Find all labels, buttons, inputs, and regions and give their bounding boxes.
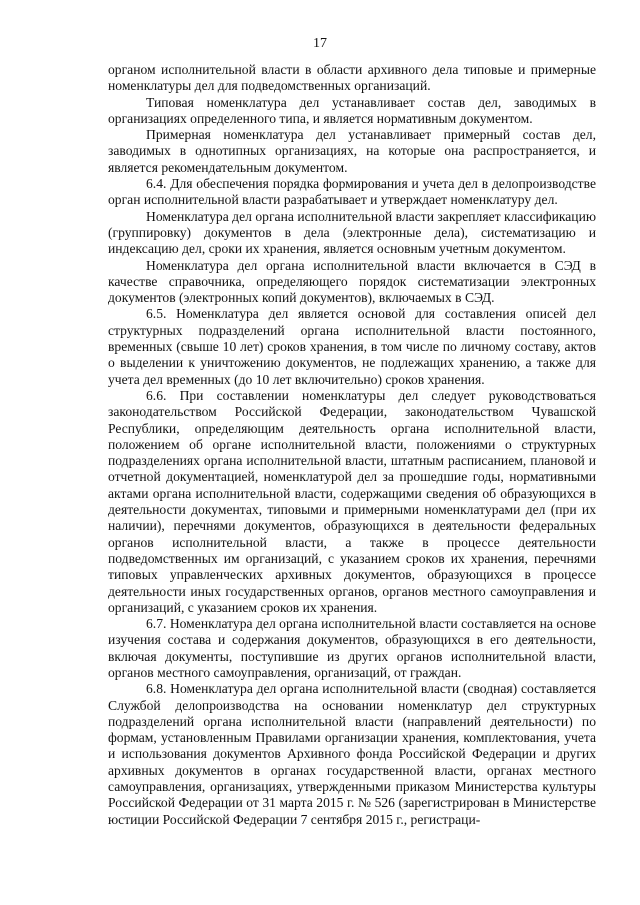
paragraph: 6.6. При составлении номенклатуры дел следует руководствоваться законодательством Российской Федерации, законодательством Чувашской Республики, определяющим деятельность органа исполнительной власти, положением об органе исполнительной власти, положениями о структурных подразделениях органа исполнительной власти, штатным расписанием, плановой и отчетной документацией, номенклатурой дел за прошедшие годы, нормативными актами органа исполнительной власти, содержащими сведения об образующихся в деятельности документах, типовыми и примерными номенклатурами дел (при их наличии), перечнями документов, образующихся в деятельности федеральных органов исполнительной власти, а также в процессе деятельности подведомственных им организаций, с указанием сроков их хранения, перечнями типовых управленческих архивных документов, образующихся в процессе деятельности иных государственных органов, органов местного самоуправления и организаций, с указанием сроков их хранения. xyxy=(108,387,596,615)
paragraph: 6.8. Номенклатура дел органа исполнительной власти (сводная) составляется Службой делопроизводства на основании номенклатур дел структурных подразделений органа исполнительной власти (направлений деятельности) по формам, установленным Правилами организации хранения, комплектования, учета и использования документов Архивного фонда Российской Федерации и других архивных документов в органах государственной власти, органах местного самоуправления, организациях, утвержденными приказом Министерства культуры Российской Федерации от 31 марта 2015 г. № 526 (зарегистрирован в Министерстве юстиции Российской Федерации 7 сентября 2015 г., регистраци- xyxy=(108,681,596,827)
paragraph: 6.5. Номенклатура дел является основой для составления описей дел структурных подразделений органа исполнительной власти постоянного, временных (свыше 10 лет) сроков хранения, в том числе по личному составу, актов о выделении к уничтожению документов, не подлежащих хранению, а также для учета дел временных (до 10 лет включительно) сроков хранения. xyxy=(108,306,596,387)
body-text xyxy=(108,62,596,828)
paragraph: Примерная номенклатура дел устанавливает примерный состав дел, заводимых в однотипных организациях, на которые она распространяется, и является рекомендательным документом. xyxy=(108,127,596,175)
paragraph: 6.4. Для обеспечения порядка формирования и учета дел в делопроизводстве орган исполнительной власти разрабатывает и утверждает номенклатуру дел. xyxy=(108,176,596,208)
paragraph: органом исполнительной власти в области архивного дела типовые и примерные номенклатуры дел для подведомственных организаций. xyxy=(108,62,596,94)
paragraph: Номенклатура дел органа исполнительной власти включается в СЭД в качестве справочника, определяющего порядок систематизации электронных документов (электронных копий документов), включаемых в СЭД. xyxy=(108,257,596,306)
paragraph: Номенклатура дел органа исполнительной власти закрепляет классификацию (группировку) документов в дела (электронные дела), систематизацию и индексацию дел, сроки их хранения, является основным учетным документом. xyxy=(108,208,596,257)
paragraph: 6.7. Номенклатура дел органа исполнительной власти составляется на основе изучения состава и содержания документов, образующихся в его деятельности, включая документы, поступившие из других органов исполнительной власти, органов местного самоуправления, организаций, от граждан. xyxy=(108,616,596,680)
page-number: 17 xyxy=(313,36,327,51)
paragraph: Типовая номенклатура дел устанавливает состав дел, заводимых в организациях определенного типа, и является нормативным документом. xyxy=(108,94,596,126)
